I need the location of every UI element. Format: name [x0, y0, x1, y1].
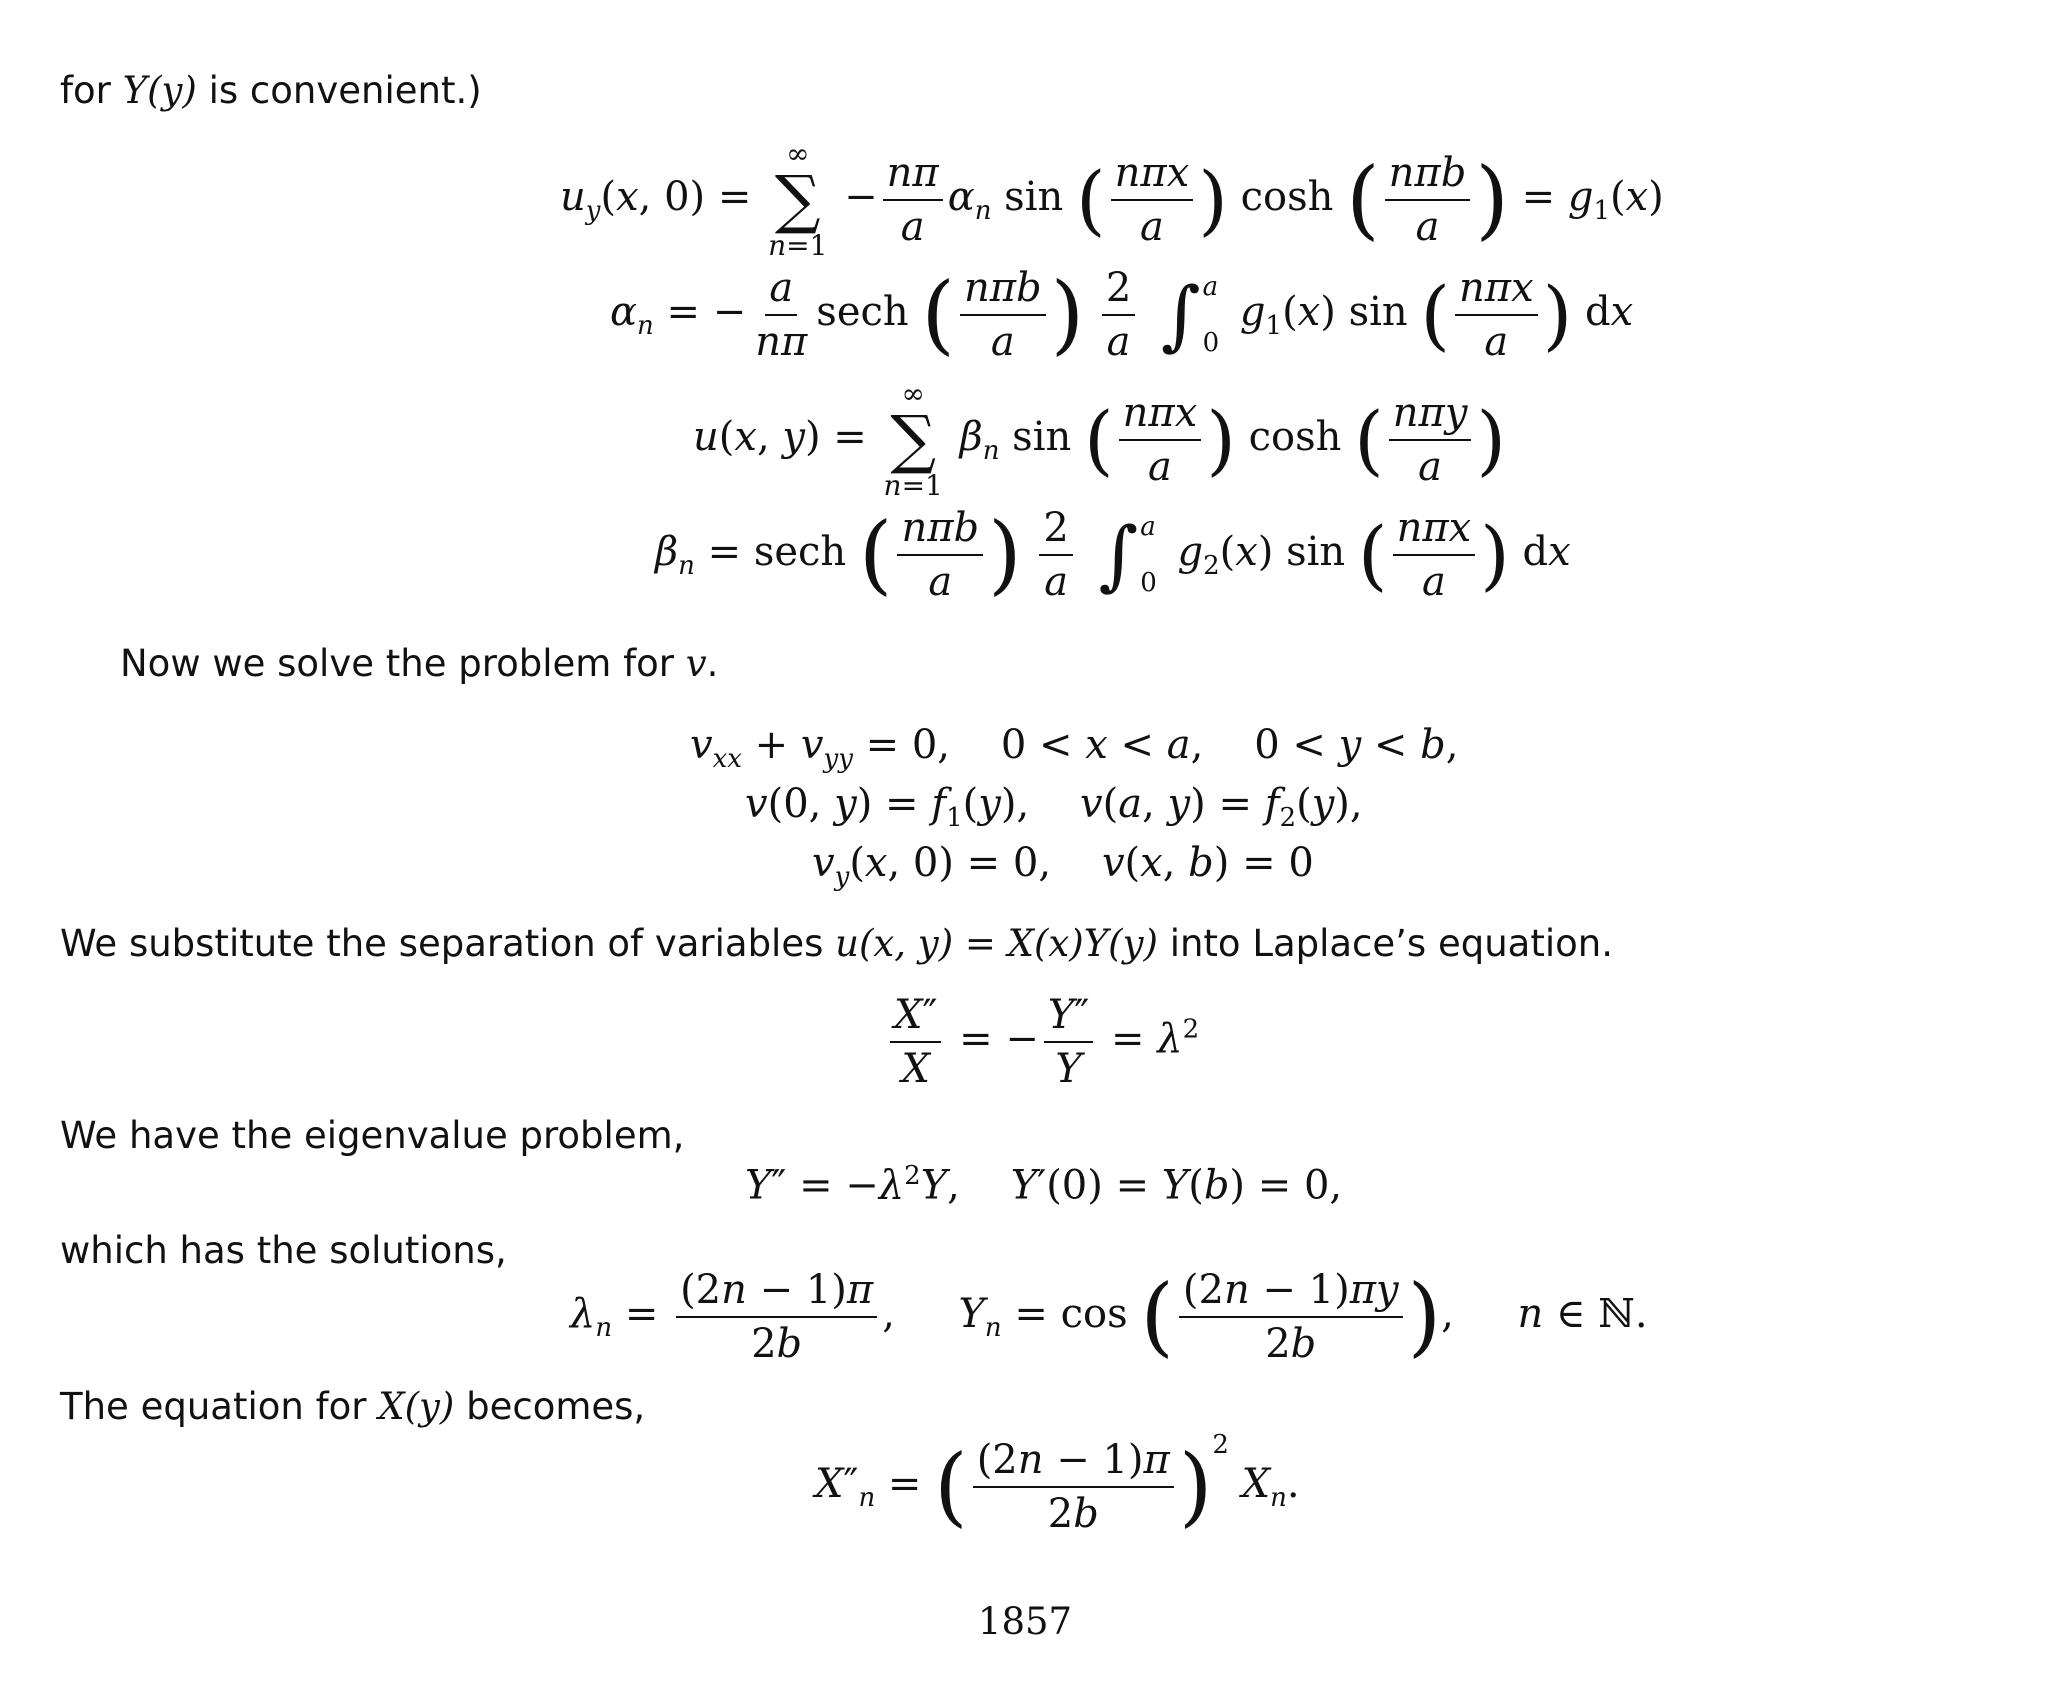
text: We substitute the separation of variables	[60, 922, 836, 965]
equation-system-line2: v(0, $y) = f_1(y)$, v(a, $y) = f_2(y)$,	[745, 781, 1363, 833]
text: Now we solve the problem for	[120, 642, 686, 685]
inline-math: X(y)	[378, 1385, 455, 1428]
paragraph-eigenvalue: We have the eigenvalue problem,	[60, 1114, 685, 1157]
sum-operator: ∞ ∑ n=1	[768, 137, 828, 262]
equation-u-series: u(x, y) = ∞ ∑ n=1 $\beta_n$ sin ( $\frac{\text{nπx}}{a}$ ) cosh ( $\frac{\text{nπy}}{a}$ )	[693, 377, 1507, 502]
equation-alpha: $\alpha_n$ = − $\frac{a}{n\pi}$ sech ( $\frac{\text{nπb}}{a}$ ) $\frac{2}{a}$ ∫ a 0 $g_1(x)$ sin ( $\frac{\text{nπx}}{a}$ ) dx	[610, 264, 1634, 365]
inline-math: v	[685, 642, 707, 685]
paragraph-continuation	[60, 69, 482, 112]
eq1-rhs: = $g_1(x)$	[1521, 174, 1664, 226]
integral-operator: ∫ a 0	[1161, 270, 1220, 359]
text: into Laplace’s equation.	[1157, 922, 1613, 965]
paragraph-x-equation	[60, 1385, 646, 1428]
paragraph-separation	[60, 922, 1613, 965]
fraction: $\frac{n\pi}{a}$	[883, 153, 943, 247]
equation-solutions: $\lambda_n$ = $\frac{(2n - 1)\pi}{2b}$ , $Y_n = \cos$ ( $\frac{(2n - 1)\pi y}{2b}$ ), n ∈ ℕ.	[570, 1266, 1648, 1367]
equation-beta: $\beta_n = \sec h$ ( $\frac{\text{nπb}}{a}$ ) $\frac{2}{a}$ ∫ a 0 $g_2(x)$ sin ( $\frac{\text{nπx}}{a}$ ) dx	[655, 504, 1571, 605]
text: becomes,	[454, 1385, 646, 1428]
paragraph-solve-v	[120, 642, 719, 685]
page-number: 1857	[977, 1600, 1073, 1643]
equation-xn: $X''_n$ = ( $\frac{(2n - 1)\pi}{2b}$ )$^2$ $X_n$.	[815, 1430, 1300, 1537]
equation-system-line1: $v_{xx} + v_{yy} = 0$, 0 < x < a, 0 < y < b,	[690, 722, 1459, 774]
inline-math: u(x, y) = X(x)Y(y)	[835, 922, 1158, 965]
inline-math: Y(y)	[122, 69, 197, 112]
text: The equation for	[60, 1385, 379, 1428]
equation-system-line3: $v_y(x$, 0) = 0, v(x, b) = 0	[812, 840, 1314, 892]
equation-uy-series: $u_y(x$, 0) = ∞ ∑ n=1 − $\frac{n\pi}{a}$ $\alpha_n$ sin ( $\frac{\text{nπx}}{a}$ ) cosh ( $\frac{\text{nπb}}{a}$ ) = $g_1(x)$	[560, 137, 1664, 262]
eq1-lhs: $u_y(x$, 0) =	[560, 174, 752, 226]
equation-eigen: $Y'' = -\lambda^2Y$, Y′(0) = Y(b) = 0,	[745, 1161, 1343, 1209]
text: for	[60, 69, 123, 112]
text: .	[706, 642, 719, 685]
equation-ratio: $\frac{X''}{X}$ = − $\frac{Y''}{Y}$ = $\lambda^2$	[885, 995, 1199, 1089]
paragraph-solutions: which has the solutions,	[60, 1229, 507, 1272]
text: is convenient.)	[196, 69, 482, 112]
